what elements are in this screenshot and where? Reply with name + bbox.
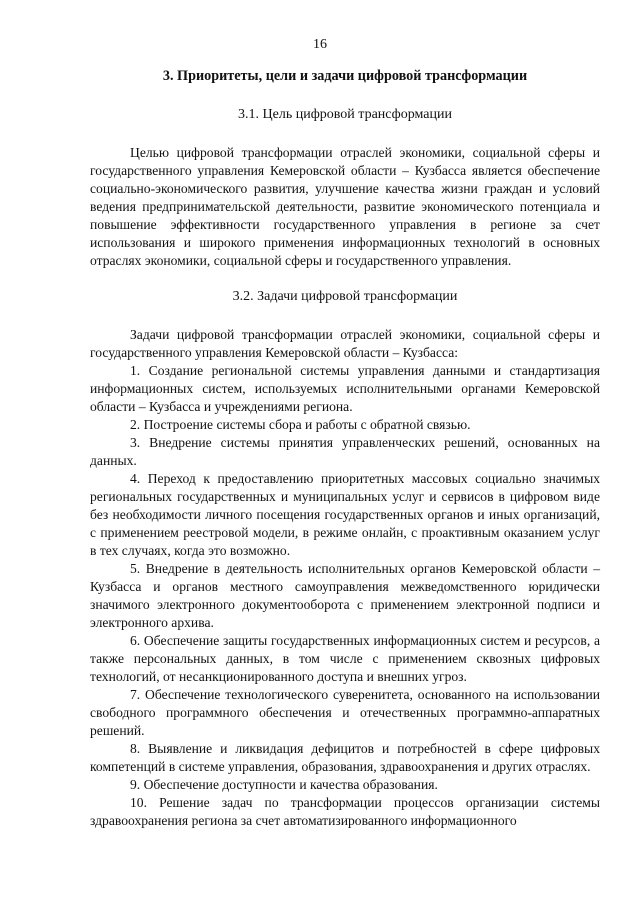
task-item: 6. Обеспечение защиты государственных информационных систем и ресурсов, а также персональных данных, в том числе с применением сквозных цифровых технологий, от несанкционированного доступа и внешних угроз. [90, 633, 600, 684]
subsection-title-tasks: 3.2. Задачи цифровой трансформации [232, 289, 458, 304]
task-item: 3. Внедрение системы принятия управленческих решений, основанных на данных. [90, 435, 600, 468]
goal-paragraph: Целью цифровой трансформации отраслей экономики, социальной сферы и государственного управления Кемеровской области – Кузбасса является обеспечение социально-экономического развития, улучшение качества жизни граждан и условий ведения предпринимательской деятельности, развитие экономического потенциала и повышение эффективности государственного управления в регионе за счет использования и широкого применения информационных технологий в основных отраслях экономики, социальной сферы и государственного управления. [90, 145, 600, 268]
tasks-intro-paragraph: Задачи цифровой трансформации отраслей экономики, социальной сферы и государственного управления Кемеровской области – Кузбасса: [90, 327, 600, 360]
page-number: 16 [313, 37, 327, 52]
task-item: 5. Внедрение в деятельность исполнительных органов Кемеровской области – Кузбасса и органов местного самоуправления межведомственного юридически значимого электронного документооборота с применением электронной подписи и электронного архива. [90, 561, 600, 630]
task-item: 2. Построение системы сбора и работы с обратной связью. [130, 417, 471, 432]
task-item: 4. Переход к предоставлению приоритетных массовых социально значимых региональных государственных и муниципальных услуг и сервисов в цифровом виде без необходимости личного посещения государственных органов и иных организаций, с применением реестровой модели, в режиме онлайн, с проактивным оказанием услуг в тех случаях, когда это возможно. [90, 471, 600, 558]
task-item: 8. Выявление и ликвидация дефицитов и потребностей в сфере цифровых компетенций в системе управления, образования, здравоохранения и других отраслях. [90, 741, 600, 774]
task-item: 7. Обеспечение технологического суверенитета, основанного на использовании свободного программного обеспечения и отечественных программно-аппаратных решений. [90, 687, 600, 738]
task-item: 9. Обеспечение доступности и качества образования. [130, 777, 438, 792]
task-item: 10. Решение задач по трансформации процессов организации системы здравоохранения региона за счет автоматизированного информационного [90, 795, 600, 828]
page-content [90, 62, 600, 830]
task-item: 1. Создание региональной системы управления данными и стандартизация информационных систем, используемых исполнительными органами Кемеровской области – Кузбасса и учреждениями региона. [90, 363, 600, 414]
section-title: 3. Приоритеты, цели и задачи цифровой трансформации [162, 68, 528, 84]
subsection-title-goal: 3.1. Цель цифровой трансформации [238, 107, 452, 122]
